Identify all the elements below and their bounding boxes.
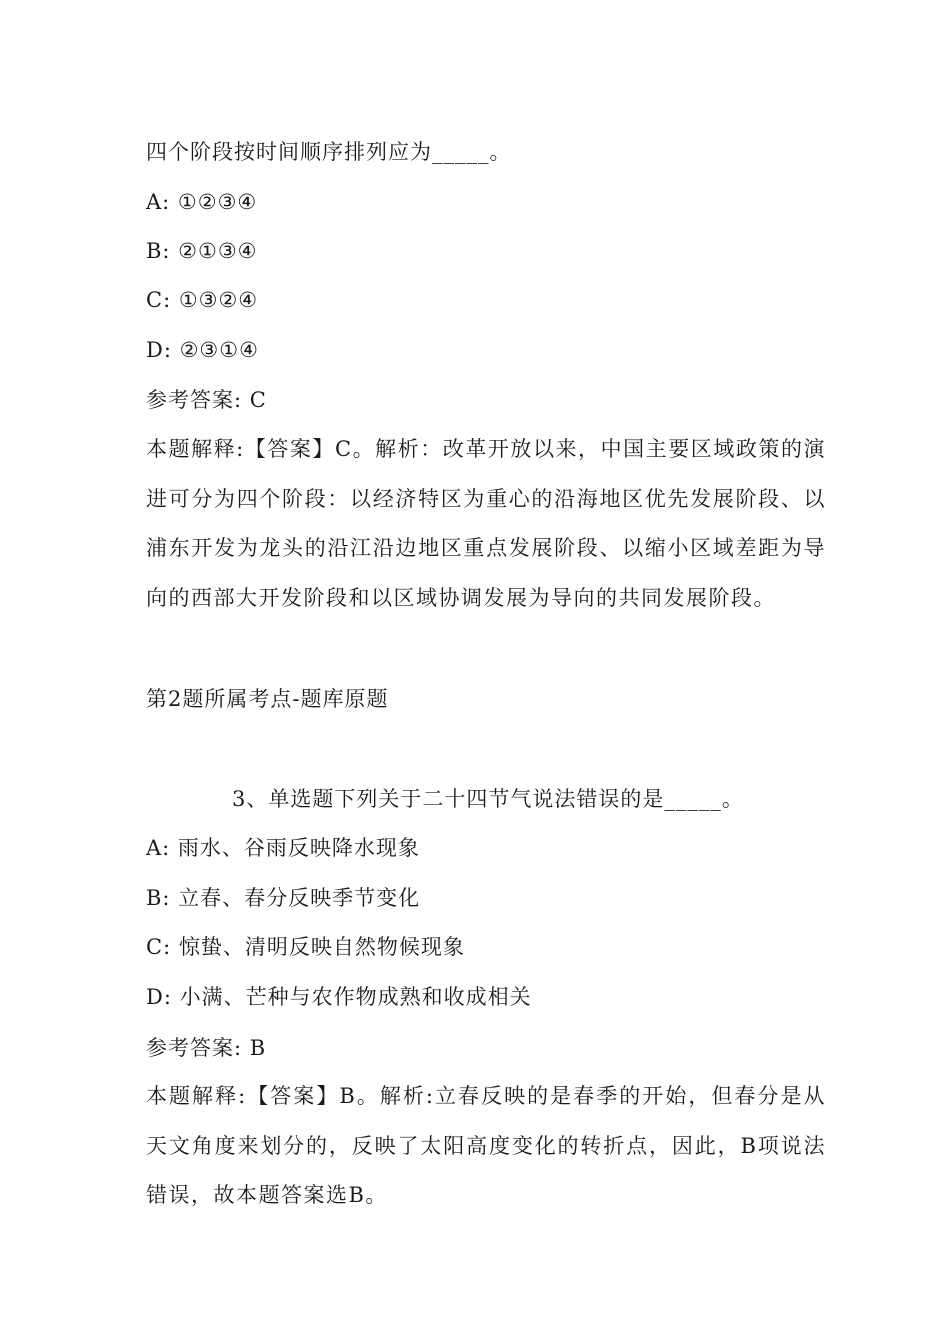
question-source-note: 第2题所属考点-题库原题	[146, 687, 389, 711]
option-d: D: ②③①④	[146, 338, 259, 362]
question-stem: 3、单选题下列关于二十四节气说法错误的是_____。	[232, 787, 744, 811]
option-c: C: 惊蛰、清明反映自然物候现象	[146, 935, 465, 959]
option-a: A: 雨水、谷雨反映降水现象	[146, 836, 420, 860]
option-b: B: 立春、春分反映季节变化	[146, 886, 421, 910]
option-c: C: ①③②④	[146, 288, 259, 312]
option-a: A: ①②③④	[146, 190, 258, 214]
option-d: D: 小满、芒种与农作物成熟和收成相关	[146, 985, 532, 1009]
question-stem: 四个阶段按时间顺序排列应为_____。	[146, 140, 512, 164]
reference-answer: 参考答案: C	[146, 388, 267, 412]
explanation-paragraph: 本题解释:【答案】C。解析：改革开放以来，中国主要区域政策的演进可分为四个阶段：以经济特区为重心的沿海地区优先发展阶段、以浦东开发为龙头的沿江沿边地区重点发展阶段、以缩小区域差距为导向的西部大开发阶段和以区域协调发展为导向的共同发展阶段。	[146, 437, 826, 610]
explanation-paragraph: 本题解释:【答案】B。解析:立春反映的是春季的开始，但春分是从天文角度来划分的，反映了太阳高度变化的转折点，因此，B项说法错误，故本题答案选B。	[146, 1084, 826, 1207]
reference-answer: 参考答案: B	[146, 1036, 267, 1060]
option-b: B: ②①③④	[146, 239, 258, 263]
